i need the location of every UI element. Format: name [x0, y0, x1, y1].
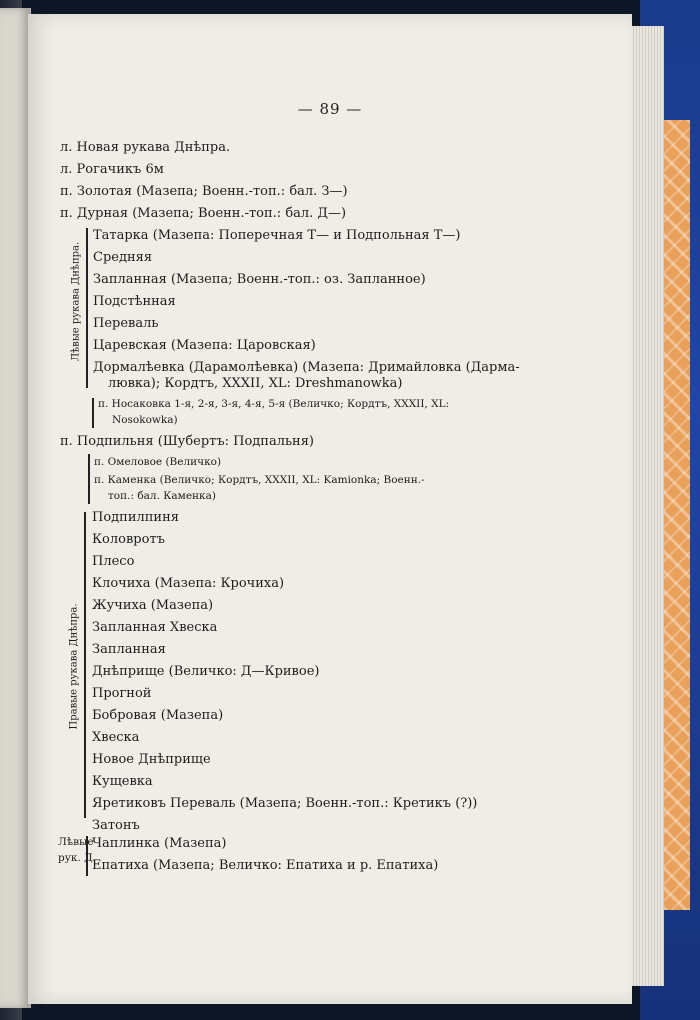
sub-item: Nosokowka)	[112, 414, 178, 426]
group-item: Плесо	[92, 554, 135, 569]
right-group-label: Правые рукава Днѣпра.	[68, 603, 80, 730]
group-item: Запланная Хвеска	[92, 620, 218, 635]
sub-item: п. Каменка (Величко; Кордтъ, XXXII, XL: Kamionka; Военн.-	[94, 474, 425, 486]
group-item: Царевская (Мазепа: Царовская)	[93, 338, 316, 353]
group-item: Запланная (Мазепа; Военн.-топ.: оз. Запланное)	[93, 272, 426, 287]
group-item: Переваль	[93, 316, 159, 331]
group-brace	[86, 228, 88, 388]
sub-brace	[88, 454, 90, 504]
group-item: Подпилпиня	[92, 510, 179, 525]
group-item: Средняя	[93, 250, 153, 265]
group-item: Жучиха (Мазепа)	[92, 598, 214, 613]
group-item: Татарка (Мазепа: Поперечная Т— и Подпольная Т—)	[93, 228, 461, 243]
sub-item: п. Носаковка 1-я, 2-я, 3-я, 4-я, 5-я (Величко; Кордтъ, XXXII, XL:	[98, 398, 450, 410]
entry-line: л. Рогачикъ 6м	[60, 162, 164, 177]
entry-line: п. Подпильня (Шубертъ: Подпальня)	[60, 434, 314, 449]
marbled-edge	[664, 120, 690, 910]
sub-item: п. Омеловое (Величко)	[94, 456, 222, 468]
group-item: Яретиковъ Переваль (Мазепа; Военн.-топ.: Кретикъ (?))	[92, 796, 478, 811]
page-edges	[628, 26, 664, 986]
group-item: лювка); Кордтъ, XXXII, XL: Dreshmanowka)	[108, 376, 403, 391]
group-item: Коловротъ	[92, 532, 165, 547]
bottom-group-label: Лѣвые	[58, 836, 94, 848]
page-number: — 89 —	[297, 100, 363, 118]
sub-brace	[92, 398, 94, 428]
book-page	[28, 14, 632, 1004]
entry-line: п. Дурная (Мазепа; Военн.-топ.: бал. Д—)	[60, 206, 347, 221]
group-item: Подстѣнная	[93, 294, 176, 309]
entry-line: п. Золотая (Мазепа; Военн.-топ.: бал. З—)	[60, 184, 348, 199]
group-item: Кущевка	[92, 774, 153, 789]
group-item: Хвеска	[92, 730, 140, 745]
group-item: Епатиха (Мазепа; Величко: Епатиха и р. Епатиха)	[92, 858, 439, 873]
bottom-group-label: рук. Д.	[58, 852, 97, 864]
group-item: Новое Днѣприще	[92, 752, 211, 767]
group-item: Запланная	[92, 642, 166, 657]
sub-item: топ.: бал. Каменка)	[108, 490, 216, 502]
left-group-label: Лѣвые рукава Днѣпра.	[70, 241, 82, 362]
group-item: Бобровая (Мазепа)	[92, 708, 224, 723]
group-item: Затонъ	[92, 818, 140, 833]
previous-page-edge	[0, 8, 31, 1008]
group-item: Днѣприще (Величко: Д—Кривое)	[92, 664, 320, 679]
group-item: Чаплинка (Мазепа)	[92, 836, 227, 851]
entry-line: л. Новая рукава Днѣпра.	[60, 140, 231, 155]
group-brace	[84, 512, 86, 818]
group-item: Клочиха (Мазепа: Крочиха)	[92, 576, 285, 591]
group-item: Дормалѣевка (Дарамолѣевка) (Мазепа: Дримайловка (Дарма-	[93, 360, 520, 375]
group-item: Прогной	[92, 686, 152, 701]
group-brace	[86, 836, 88, 876]
